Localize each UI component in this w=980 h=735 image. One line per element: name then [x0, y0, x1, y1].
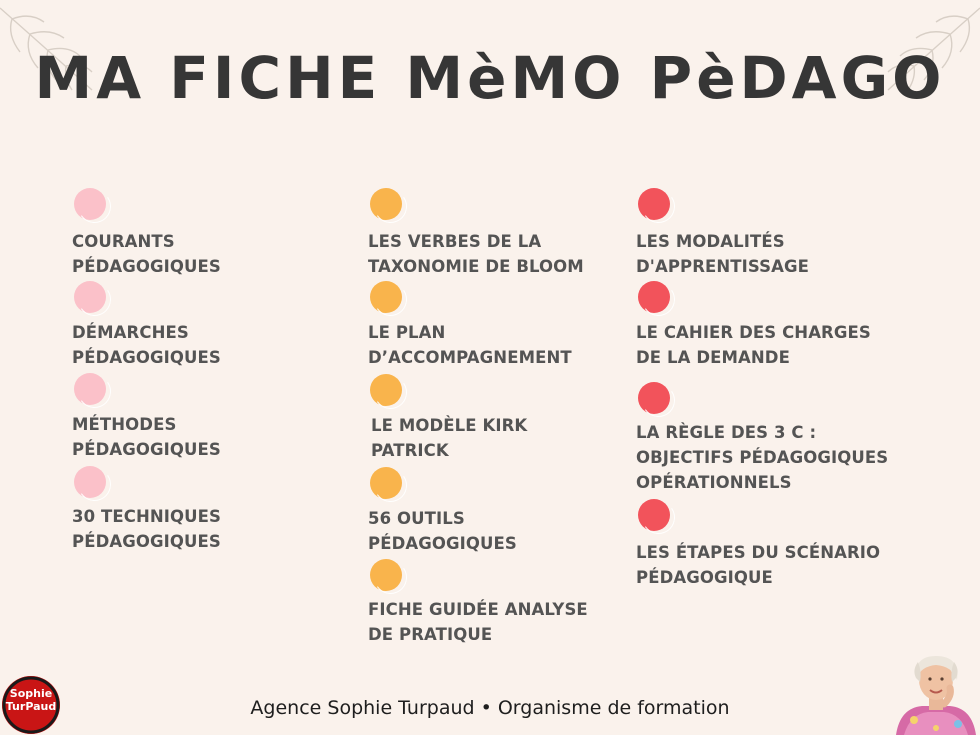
item-label: MÉTHODES PÉDAGOGIQUES	[72, 415, 221, 459]
item-label: DÉMARCHES PÉDAGOGIQUES	[72, 323, 221, 367]
bullet-pink-icon	[74, 281, 106, 313]
bullet-red-icon	[638, 382, 670, 414]
item-label: 30 TECHNIQUES PÉDAGOGIQUES	[72, 507, 221, 551]
bullet-orange-icon	[370, 374, 402, 406]
item-label: FICHE GUIDÉE ANALYSE DE PRATIQUE	[368, 600, 588, 644]
bullet-red-icon	[638, 188, 670, 220]
logo-line-2: TurPaud	[5, 700, 57, 713]
footer-text: Agence Sophie Turpaud • Organisme de formation	[250, 697, 730, 719]
bullet-red-icon	[638, 281, 670, 313]
bullet-orange-icon	[370, 188, 402, 220]
bullet-orange-icon	[370, 467, 402, 499]
logo-line-1: Sophie	[9, 687, 53, 700]
bullet-pink-icon	[74, 188, 106, 220]
item-label: LE CAHIER DES CHARGES DE LA DEMANDE	[636, 323, 871, 367]
avatar	[892, 648, 980, 735]
item-label: LES VERBES DE LA TAXONOMIE DE BLOOM	[368, 232, 584, 276]
item-label: LA RÈGLE DES 3 C : OBJECTIFS PÉDAGOGIQUES OPÉRATIONNELS	[636, 423, 889, 492]
item-label: LE MODÈLE KIRK PATRICK	[371, 416, 528, 460]
bullet-orange-icon	[370, 559, 402, 591]
item-label: COURANTS PÉDAGOGIQUES	[72, 232, 221, 276]
item-label: LES ÉTAPES DU SCÉNARIO PÉDAGOGIQUE	[636, 543, 881, 587]
bullet-red-icon	[638, 499, 670, 531]
item-label: LES MODALITÉS D'APPRENTISSAGE	[636, 232, 809, 276]
item-label: 56 OUTILS PÉDAGOGIQUES	[368, 509, 517, 553]
bullet-pink-icon	[74, 466, 106, 498]
bullet-orange-icon	[370, 281, 402, 313]
page-title: MA FICHE MèMO PèDAGO	[34, 44, 946, 112]
bullet-pink-icon	[74, 373, 106, 405]
item-label: LE PLAN D’ACCOMPAGNEMENT	[368, 323, 572, 367]
